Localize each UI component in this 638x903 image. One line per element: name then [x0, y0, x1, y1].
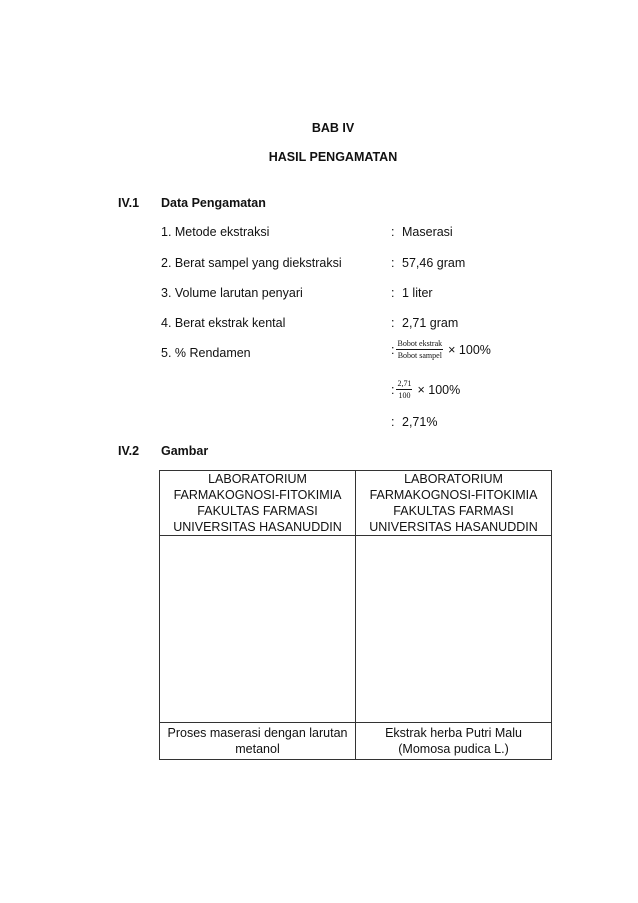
item-label-berat-sampel: 2. Berat sampel yang diekstraksi	[161, 256, 342, 270]
header-line: LABORATORIUM	[208, 472, 307, 486]
item-label-rendamen: 5. % Rendamen	[161, 346, 251, 360]
table-header-left	[160, 471, 356, 536]
calc-fraction	[396, 379, 412, 400]
item-value-berat-ekstrak: 2,71 gram	[402, 316, 459, 330]
item-label-berat-ekstrak: 4. Berat ekstrak kental	[161, 316, 286, 330]
item-sep-volume: :	[391, 286, 395, 300]
header-line: FARMAKOGNOSI-FITOKIMIA	[369, 488, 538, 502]
formula-numerator: Bobot ekstrak	[397, 339, 443, 348]
item-label-volume: 3. Volume larutan penyari	[161, 286, 303, 300]
calc-line	[391, 379, 460, 400]
header-line: FAKULTAS FARMASI	[197, 504, 318, 518]
formula-multiplier: × 100%	[448, 342, 491, 357]
header-line: FAKULTAS FARMASI	[393, 504, 514, 518]
section1-title: Data Pengamatan	[161, 196, 266, 210]
item-value-metode: Maserasi	[402, 225, 453, 239]
header-line: UNIVERSITAS HASANUDDIN	[173, 520, 342, 534]
caption-left	[160, 723, 356, 760]
item-sep-metode: :	[391, 225, 395, 239]
table-header-right	[356, 471, 552, 536]
item-value-volume: 1 liter	[402, 286, 433, 300]
header-line: FARMAKOGNOSI-FITOKIMIA	[173, 488, 342, 502]
image-placeholder-left	[160, 536, 356, 723]
calc-separator: :	[391, 382, 395, 397]
caption-line: Proses maserasi dengan larutan	[167, 726, 348, 740]
formula-line	[391, 339, 491, 360]
formula-denominator: Bobot sampel	[397, 351, 442, 360]
chapter-title: HASIL PENGAMATAN	[268, 150, 398, 164]
calc-multiplier: × 100%	[417, 382, 461, 397]
caption-line: (Momosa pudica L.)	[398, 742, 509, 756]
section2-number: IV.2	[118, 444, 140, 458]
item-sep-berat-ekstrak: :	[391, 316, 395, 330]
section1-number: IV.1	[118, 196, 140, 210]
result-value: 2,71%	[402, 415, 438, 429]
header-line: UNIVERSITAS HASANUDDIN	[369, 520, 538, 534]
item-label-metode: 1. Metode ekstraksi	[161, 225, 270, 239]
item-value-berat-sampel: 57,46 gram	[402, 256, 466, 270]
calc-numerator: 2,71	[397, 379, 412, 388]
section2-title: Gambar	[161, 444, 209, 458]
caption-line: Ekstrak herba Putri Malu	[385, 726, 522, 740]
calc-denominator: 100	[398, 391, 411, 400]
caption-line: metanol	[235, 742, 280, 756]
item-sep-berat-sampel: :	[391, 256, 395, 270]
chapter-label: BAB IV	[311, 121, 355, 135]
result-separator: :	[391, 415, 395, 429]
header-line: LABORATORIUM	[404, 472, 503, 486]
formula-fraction	[396, 339, 443, 360]
image-table	[159, 470, 552, 760]
formula-separator: :	[391, 342, 395, 357]
image-placeholder-right	[356, 536, 552, 723]
caption-right	[356, 723, 552, 760]
